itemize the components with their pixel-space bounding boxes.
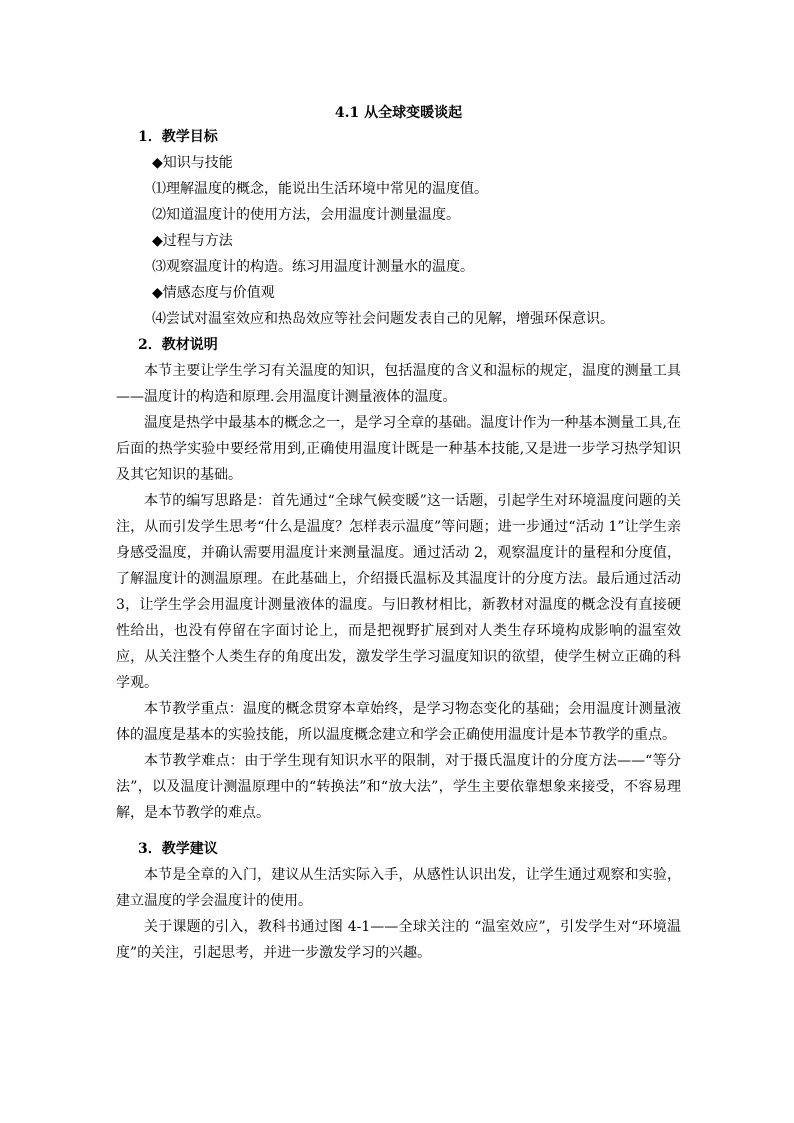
objective-item-3: ⑶观察温度计的构造。练习用温度计测量水的温度。 — [152, 259, 474, 275]
document-title: 4.1 从全球变暖谈起 — [334, 105, 463, 121]
objective-group-knowledge: ◆知识与技能 — [152, 155, 233, 171]
material-paragraph-2: 温度是热学中最基本的概念之一，是学习全章的基础。温度计作为一种基本测量工具,在后面的热学实验中要经常用到,正确使用温度计既是一种基本技能,又是进一步学习热学知识及其它知识的基础。 — [116, 415, 681, 483]
material-paragraph-4: 本节教学重点：温度的概念贯穿本章始终，是学习物态变化的基础；会用温度计测量液体的温度是基本的实验技能，所以温度概念建立和学会正确使用温度计是本节教学的重点。 — [116, 701, 681, 743]
section-spacer — [116, 826, 681, 836]
material-paragraph-3: 本节的编写思路是：首先通过“全球气候变暖”这一话题，引起学生对环境温度问题的关注，从而引发学生思考“什么是温度？怎样表示温度”等问题；进一步通过“活动 1”让学生亲身感受温度，并确认需要用温度计来测量温度。通过活动 2，观察温度计的量程和分度值，了解温度计的测温原理。在此基础上，介绍摄氏温标及其温度计的分度方法。最后通过活动 3，让学生学会用温度计测量液体的温度。与旧教材相比，新教材对温度的概念没有直接硬性给出，也没有停留在字面讨论上，而是把视野扩展到对人类生存环境构成影响的温室效应，从关注整个人类生存的角度出发，激发学生学习温度知识的欲望，使学生树立正确的科学观。 — [116, 493, 681, 691]
suggestion-paragraph-1: 本节是全章的入门，建议从生活实际入手，从感性认识出发，让学生通过观察和实验，建立温度的学会温度计的使用。 — [116, 867, 681, 909]
objective-item-1: ⑴理解温度的概念，能说出生活环境中常见的温度值。 — [152, 181, 488, 197]
suggestion-paragraph-2: 关于课题的引入，教科书通过图 4-1——全球关注的 “温室效应”，引发学生对“环境温度”的关注，引起思考，并进一步激发学习的兴趣。 — [116, 919, 681, 961]
section-heading-objectives: 1．教学目标 — [138, 129, 218, 145]
material-paragraph-1: 本节主要让学生学习有关温度的知识，包括温度的含义和温标的规定，温度的测量工具——温度计的构造和原理.会用温度计测量液体的温度。 — [116, 363, 681, 405]
material-paragraph-5: 本节教学难点：由于学生现有知识水平的限制，对于摄氏温度计的分度方法——“等分法”，以及温度计测温原理中的“转换法”和“放大法”，学生主要依靠想象来接受，不容易理解，是本节教学的难点。 — [116, 753, 681, 821]
section-heading-material: 2．教材说明 — [138, 337, 218, 353]
objective-item-4: ⑷尝试对温室效应和热岛效应等社会问题发表自己的见解，增强环保意识。 — [152, 311, 614, 327]
objective-group-process: ◆过程与方法 — [152, 233, 233, 249]
document-body — [116, 102, 681, 966]
section-heading-suggestions: 3．教学建议 — [138, 841, 218, 857]
objective-item-2: ⑵知道温度计的使用方法，会用温度计测量温度。 — [152, 207, 460, 223]
objective-group-attitude: ◆情感态度与价值观 — [152, 285, 275, 301]
